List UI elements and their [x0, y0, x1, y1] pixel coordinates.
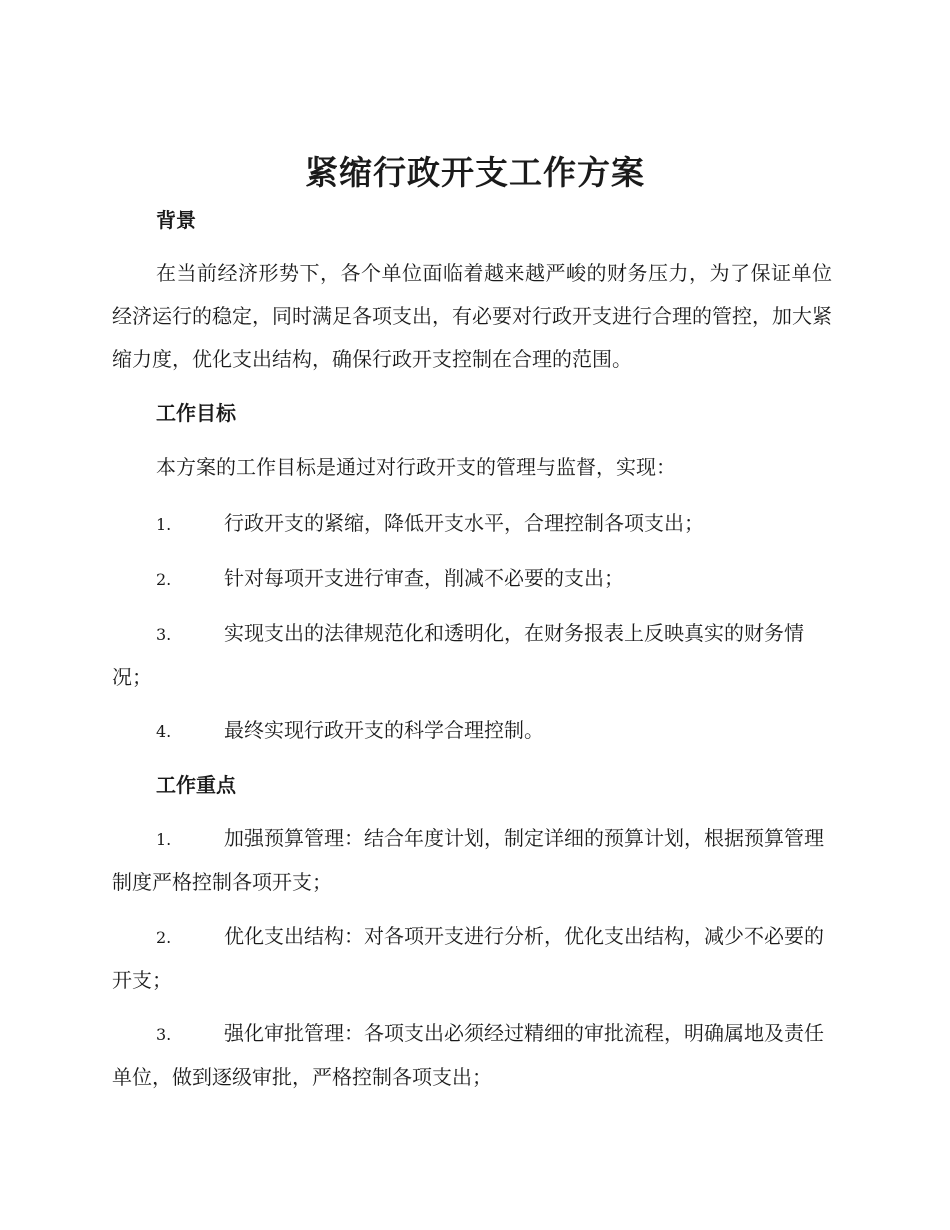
section-heading-background: 背景	[156, 208, 196, 232]
list-item-number: 3.	[156, 625, 172, 644]
list-item-number: 3.	[156, 1025, 172, 1044]
list-item	[112, 502, 832, 546]
list-item	[112, 1012, 832, 1099]
list-item-number: 4.	[156, 722, 172, 741]
list-item	[112, 557, 832, 601]
list-item-text: 强化审批管理：各项支出必须经过精细的审批流程，明确属地及责任单位，做到逐级审批，严格控制各项支出；	[112, 1021, 824, 1089]
list-item-number: 2.	[156, 928, 172, 947]
list-item-text: 最终实现行政开支的科学合理控制。	[224, 718, 544, 742]
list-item-text: 针对每项开支进行审查，削减不必要的支出；	[224, 566, 624, 590]
list-item-text: 加强预算管理：结合年度计划，制定详细的预算计划，根据预算管理制度严格控制各项开支；	[112, 826, 824, 894]
goals-intro: 本方案的工作目标是通过对行政开支的管理与监督，实现：	[156, 455, 676, 479]
list-item-text: 实现支出的法律规范化和透明化，在财务报表上反映真实的财务情况；	[112, 621, 804, 689]
list-item-number: 1.	[156, 515, 172, 534]
list-item	[112, 612, 832, 699]
list-item-number: 1.	[156, 830, 172, 849]
section-heading-focus: 工作重点	[156, 773, 236, 797]
list-item	[112, 709, 832, 753]
background-paragraph: 在当前经济形势下，各个单位面临着越来越严峻的财务压力，为了保证单位经济运行的稳定，同时满足各项支出，有必要对行政开支进行合理的管控，加大紧缩力度，优化支出结构，确保行政开支控制在合理的范围。	[112, 261, 832, 371]
page-title: 紧缩行政开支工作方案	[305, 153, 645, 192]
section-heading-goals: 工作目标	[156, 401, 236, 425]
list-item-number: 2.	[156, 570, 172, 589]
list-item-text: 优化支出结构：对各项开支进行分析，优化支出结构，减少不必要的开支；	[112, 924, 824, 992]
list-item	[112, 817, 832, 904]
list-item	[112, 915, 832, 1002]
list-item-text: 行政开支的紧缩，降低开支水平，合理控制各项支出；	[224, 511, 704, 535]
